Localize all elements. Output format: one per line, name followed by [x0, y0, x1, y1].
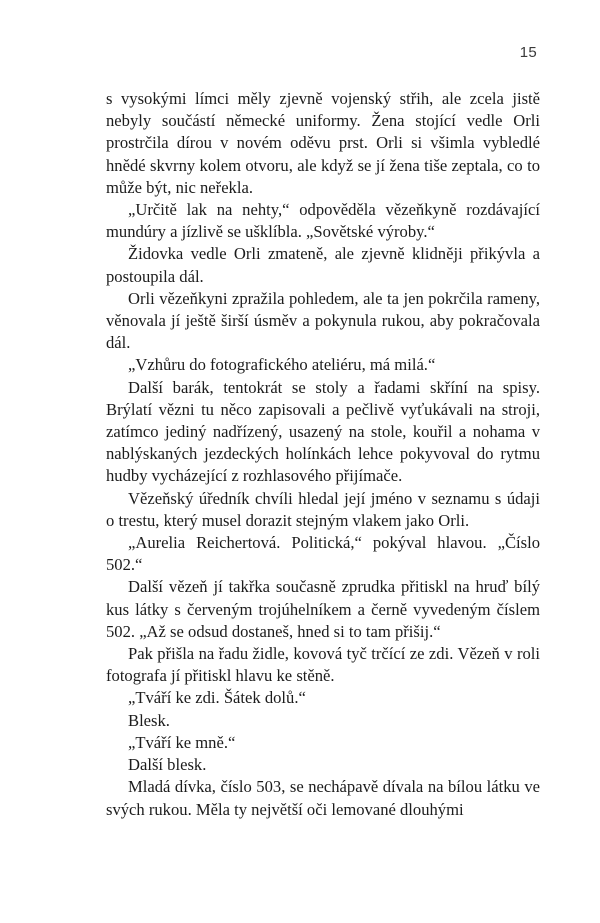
paragraph: Další barák, tentokrát se stoly a řadami skříní na spisy. Brýlatí vězni tu něco zapisovali a pečlivě vyťukávali na stroji, zatímco jediný nadřízený, usazený na stole, kouřil a nohama v nablýskaných jezdeckých holínkách lehce pokyvoval do rytmu hudby vycházející z rozhlasového přijímače. — [106, 377, 540, 486]
paragraph: Židovka vedle Orli zmateně, ale zjevně klidněji přikývla a postoupila dál. — [106, 244, 540, 286]
paragraph: „Aurelia Reichertová. Politická,“ pokýval hlavou. „Číslo 502.“ — [106, 533, 540, 575]
paragraph: Blesk. — [128, 710, 170, 730]
body-text — [106, 88, 540, 821]
paragraph: s vysokými límci měly zjevně vojenský střih, ale zcela jistě nebyly součástí německé uniformy. Žena stojící vedle Orli prostrčila dírou v novém oděvu prst. Orli si všimla vybledlé hnědé skvrny kolem otvoru, ale když se jí žena tiše zeptala, co to může být, nic neřekla. — [106, 89, 540, 197]
paragraph: „Určitě lak na nehty,“ odpověděla vězeňkyně rozdávající mundúry a jízlivě se ušklíbla. „Sovětské výroby.“ — [106, 200, 540, 242]
paragraph: Pak přišla na řadu židle, kovová tyč trčící ze zdi. Vězeň v roli fotografa jí přitiskl hlavu ke stěně. — [106, 644, 540, 686]
paragraph: „Tváří ke zdi. Šátek dolů.“ — [128, 688, 306, 708]
paragraph: Vězeňský úředník chvíli hledal její jméno v seznamu s údaji o trestu, který musel dorazit stejným vlakem jako Orli. — [106, 488, 540, 530]
paragraph: „Vzhůru do fotografického ateliéru, má milá.“ — [128, 355, 436, 375]
paragraph: Další blesk. — [128, 755, 207, 775]
paragraph: Další vězeň jí takřka současně zprudka přitiskl na hruď bílý kus látky s červeným trojúhelníkem a černě vyvedeným číslem 502. „Až se odsud dostaneš, hned si to tam přišij.“ — [106, 577, 540, 641]
paragraph: „Tváří ke mně.“ — [128, 732, 236, 752]
paragraph: Orli vězeňkyni zpražila pohledem, ale ta jen pokrčila rameny, věnovala jí ještě širší úsměv a pokynula rukou, aby pokračovala dál. — [106, 288, 540, 353]
page-number: 15 — [519, 44, 537, 61]
paragraph: Mladá dívka, číslo 503, se nechápavě dívala na bílou látku ve svých rukou. Měla ty největší oči lemované dlouhými — [106, 777, 540, 819]
